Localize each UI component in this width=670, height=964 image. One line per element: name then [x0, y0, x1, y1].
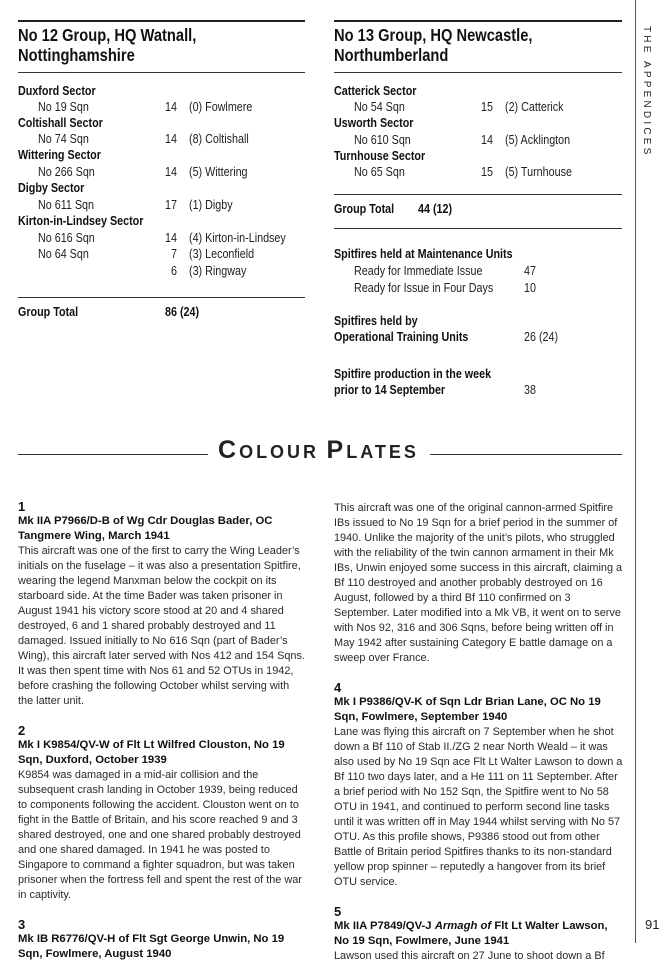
- squadron-name: No 54 Sqn: [354, 100, 405, 114]
- plate-number: 4: [334, 680, 342, 695]
- squadron-base: (5) Wittering: [189, 165, 248, 179]
- squadron-name: No 616 Sqn: [38, 231, 95, 245]
- group12-total-label: Group Total: [18, 305, 79, 319]
- squadron-base: (1) Digby: [189, 198, 233, 212]
- maintenance-heading: Spitfires held at Maintenance Units: [334, 247, 513, 261]
- group12-total-rule: [18, 297, 305, 298]
- group13-total-label: Group Total: [334, 202, 395, 216]
- group12-title-line1: No 12 Group, HQ Watnall,: [18, 25, 197, 45]
- plate-number: 1: [18, 499, 26, 514]
- aircraft-count: 15: [481, 100, 493, 114]
- plate-number: 2: [18, 723, 26, 738]
- section-side-label: THE APPENDICES: [641, 26, 652, 158]
- aircraft-count: 7: [171, 247, 177, 261]
- aircraft-count: 14: [165, 165, 177, 179]
- otu-value: 26 (24): [524, 330, 559, 344]
- top-rule-left: [18, 20, 305, 22]
- maintenance-row-value: 47: [524, 264, 536, 278]
- sector-digby: Digby Sector: [18, 181, 85, 195]
- sector-turnhouse: Turnhouse Sector: [334, 149, 426, 163]
- group13-total-value: 44 (12): [418, 202, 453, 216]
- plates-column-right: [334, 501, 624, 964]
- squadron-base: (5) Turnhouse: [505, 165, 572, 179]
- sector-wittering: Wittering Sector: [18, 148, 101, 162]
- page-number: 91: [645, 917, 660, 932]
- production-heading-line1: Spitfire production in the week: [334, 367, 492, 381]
- aircraft-count: 14: [165, 132, 177, 146]
- group12-total-value: 86 (24): [165, 305, 200, 319]
- squadron-name: No 74 Sqn: [38, 132, 89, 146]
- group13-bottom-rule: [334, 228, 622, 229]
- plate-description: K9854 was damaged in a mid-air collision and the subsequent crash landing in October 1939, being reduced to components following the accident. Clouston went on to fight in the Battle of Britain, and his score reached 9 and 3 shared destroyed, one and one shared probably destroyed and one shared damaged. In 1941 he was posted to Singapore to command a fighter squadron, but was taken prisoner when the fortress fell and spent the rest of the war in captivity.: [18, 769, 302, 901]
- squadron-name: No 266 Sqn: [38, 165, 95, 179]
- aircraft-count: 14: [165, 100, 177, 114]
- maintenance-row-label: Ready for Immediate Issue: [354, 264, 483, 278]
- group12-title-line2: Nottinghamshire: [18, 45, 135, 65]
- plate-description: This aircraft was one of the original cannon-armed Spitfire IBs issued to No 19 Sqn for a brief period in the summer of 1940. Unlike the majority of the unit’s pilots, who struggled with the reliability of the twin cannon armament in their Mk IBs, Unwin enjoyed some success in this aircraft, claiming a Bf 110 destroyed and another probably destroyed on 16 August, followed by a third Bf 110 confirmed on 3 September. Later modified into a Mk VB, it went on to serve with Nos 92, 316 and 306 Sqns, before being written off in May 1942 after sustaining Category E battle damage on a sweep over France.: [334, 502, 623, 664]
- squadron-base: (5) Acklington: [505, 133, 571, 147]
- squadron-name: No 610 Sqn: [354, 133, 411, 147]
- sector-catterick: Catterick Sector: [334, 84, 417, 98]
- group13-total-rule: [334, 194, 622, 195]
- margin-rule: [635, 0, 636, 943]
- plate-title: Mk I P9386/QV-K of Sqn Ldr Brian Lane, OC No 19 Sqn, Fowlmere, September 1940: [334, 696, 601, 723]
- plate-description: This aircraft was one of the first to carry the Wing Leader’s initials on the fuselage – it was also a presentation Spitfire, wearing the legend Manxman below the cockpit on its starboard side. At the time Bader was taken prisoner in August 1941 his victory score stood at 20 and 4 shared destroyed, 6 and 1 shared probably destroyed and 11 damaged. Issued initially to No 616 Sqn (part of Bader’s Wing), this aircraft later served with Nos 412 and 154 Sqns. It was then spent time with Nos 61 and 52 OTUs in 1942, before crashing the following October whilst serving with the latter unit.: [18, 545, 305, 707]
- otu-heading-line2: Operational Training Units: [334, 330, 469, 344]
- sector-duxford: Duxford Sector: [18, 84, 96, 98]
- squadron-name: No 611 Sqn: [38, 198, 94, 212]
- squadron-name: No 65 Sqn: [354, 165, 405, 179]
- squadron-base: (0) Fowlmere: [189, 100, 253, 114]
- squadron-base: (8) Coltishall: [189, 132, 249, 146]
- aircraft-count: 15: [481, 165, 493, 179]
- plate-title: Mk IIA P7966/D-B of Wg Cdr Douglas Bader, OC Tangmere Wing, March 1941: [18, 515, 273, 542]
- plate-title: Mk IIA P7849/QV-J Armagh of Flt Lt Walter Lawson, No 19 Sqn, Fowlmere, June 1941: [334, 920, 608, 947]
- plate-description: Lawson used this aircraft on 27 June to shoot down a Bf: [334, 950, 605, 962]
- sector-kirton-in-lindsey: Kirton-in-Lindsey Sector: [18, 214, 144, 228]
- group13-title-line2: Northumberland: [334, 45, 449, 65]
- squadron-base: (4) Kirton-in-Lindsey: [189, 231, 286, 245]
- squadron-name: No 19 Sqn: [38, 100, 89, 114]
- maintenance-row-label: Ready for Issue in Four Days: [354, 281, 494, 295]
- sector-coltishall: Coltishall Sector: [18, 116, 103, 130]
- plate-description: Lane was flying this aircraft on 7 September when he shot down a Bf 110 of Stab II./ZG 2 near North Weald – it was also used by No 19 Sqn ace Flt Lt Walter Lawson to down a Bf 110 two days later, and a He 111 on 11 September. After a brief period with No 152 Sqn, the Spitfire went to No 58 OTU in 1941, and continued to perform second line tasks until it was written off in May 1944 whilst serving with No 57 OTU. As this profile shows, P9386 stood out from other Battle of Britain period Spitfires thanks to its non-standard yellow prop spinner – reputedly a hangover from its brief OTU service.: [334, 726, 623, 888]
- plate-title: Mk I K9854/QV-W of Flt Lt Wilfred Clouston, No 19 Sqn, Duxford, October 1939: [18, 739, 285, 766]
- squadron-name: No 64 Sqn: [38, 247, 89, 261]
- squadron-base: (3) Leconfield: [189, 247, 255, 261]
- squadron-base: (3) Ringway: [189, 264, 247, 278]
- aircraft-count: 14: [481, 133, 493, 147]
- group13-title-line1: No 13 Group, HQ Newcastle,: [334, 25, 533, 45]
- production-value: 38: [524, 383, 536, 397]
- top-rule-right: [334, 20, 622, 22]
- sector-usworth: Usworth Sector: [334, 116, 414, 130]
- aircraft-count: 17: [165, 198, 177, 212]
- plates-column-left: [18, 499, 306, 962]
- plates-rule-left: [18, 454, 208, 455]
- production-heading-line2: prior to 14 September: [334, 383, 446, 397]
- plates-rule-right: [430, 454, 622, 455]
- otu-heading-line1: Spitfires held by: [334, 314, 418, 328]
- plate-number: 3: [18, 917, 26, 932]
- maintenance-row-value: 10: [524, 281, 536, 295]
- plate-number: 5: [334, 904, 342, 919]
- aircraft-count: 14: [165, 231, 177, 245]
- plates-heading: COLOUR PLATES: [218, 436, 419, 464]
- group12-title-rule: [18, 72, 305, 73]
- group13-title-rule: [334, 72, 622, 73]
- plate-title: Mk IB R6776/QV-H of Flt Sgt George Unwin, No 19 Sqn, Fowlmere, August 1940: [18, 933, 285, 960]
- aircraft-count: 6: [171, 264, 177, 278]
- squadron-base: (2) Catterick: [505, 100, 564, 114]
